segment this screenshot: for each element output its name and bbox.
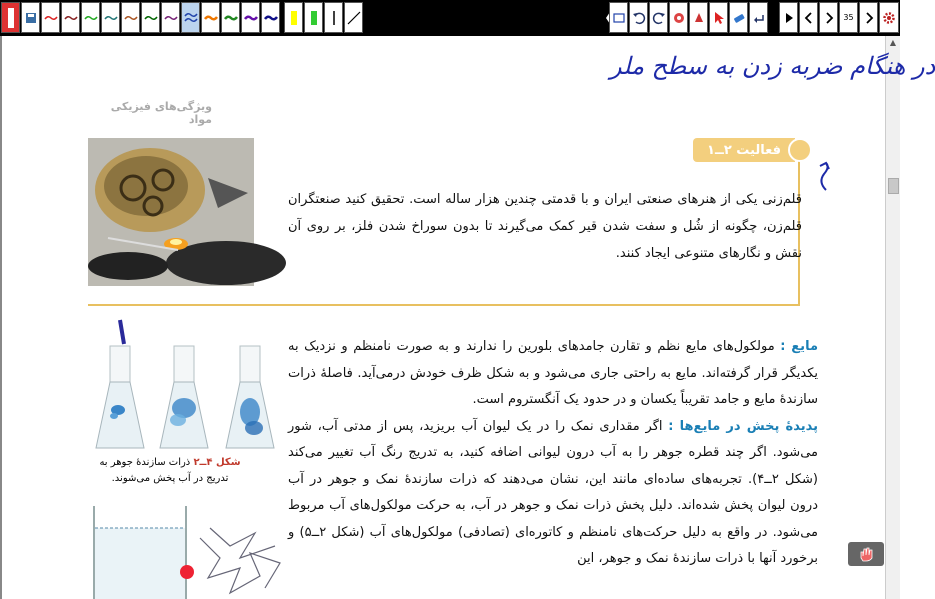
- main-body-text: [288, 334, 818, 573]
- hand-icon: [857, 546, 875, 562]
- activity-text: قلم‌زنی یکی از هنرهای صنعتی ایران و با قدمتی چندین هزار ساله است. تحقیق کنید صنعتگران قلم‌زن، چگونه از شُل و سفت شدن قیر کمک می‌گیرند تا بدون سوراخ شدن فلز، بر روی آن نقش و نگارهای متنوعی ایجاد کنند.: [288, 192, 802, 261]
- handwritten-arrow-icon: [816, 162, 836, 192]
- marker-green-icon[interactable]: [221, 2, 240, 33]
- select-box-icon[interactable]: [609, 2, 628, 33]
- figure-caption-text: ذرات سازندۀ جوهر به تدریج در آب پخش می‌شوند.: [99, 457, 229, 484]
- undo-icon[interactable]: [629, 2, 648, 33]
- redo-icon[interactable]: [649, 2, 668, 33]
- previous-page-icon[interactable]: [819, 2, 838, 33]
- marker-navy-icon[interactable]: [261, 2, 280, 33]
- activity-dot-icon: [788, 138, 812, 162]
- page-number-field[interactable]: 35: [839, 2, 858, 33]
- close-icon[interactable]: [1, 2, 20, 33]
- scroll-thumb[interactable]: [888, 178, 899, 194]
- liquid-text: مولکول‌های مایع نظم و تقارن جامدهای بلورین را ندارند و به صورت نامنظم و نزدیک به یکدیگر قرار گرفته‌اند. مایع به راحتی جاری می‌شود و به شکل ظرف خودش درمی‌آید. فاصلۀ ذرات سازندۀ مایع و جامد تقریباً یکسان و در حدود یک آنگستروم است.: [288, 339, 818, 407]
- activity-title: فعالیت ۲ــ۱: [693, 138, 795, 162]
- last-page-icon[interactable]: [859, 2, 878, 33]
- diffusion-text: اگر مقداری نمک را در یک لیوان آب بریزید، پس از مدتی آب، شور می‌شود. اگر چند قطره جوهر را به آب درون لیوانی اضافه کنید، به تدریج رنگ آب تغییر می‌کند (شکل ۲ــ۴). تجربه‌های ساده‌ای مانند این، نشان می‌دهند که ذرات سازندۀ نمک و جوهر در آب درون لیوان پخش شده‌اند. دلیل پخش ذرات نمک و جوهر در آب، به حرکت مولکول‌های آب مربوط می‌شود. در واقع به دلیل حرکت‌های نامنظم و کاتوره‌ای (تصادفی) مولکول‌های آب (شکل ۲ــ۵) و برخورد آنها با ذرات سازندۀ نمک و جوهر، این: [288, 418, 819, 566]
- water-molecules-figure: [90, 498, 290, 599]
- line-tool-icon[interactable]: [324, 2, 343, 33]
- liquid-term: مایع :: [780, 339, 818, 354]
- pen-teal-icon[interactable]: [101, 2, 120, 33]
- marker-orange-icon[interactable]: [201, 2, 220, 33]
- play-icon[interactable]: [779, 2, 798, 33]
- marker-purple-icon[interactable]: [241, 2, 260, 33]
- diagonal-line-icon[interactable]: [344, 2, 363, 33]
- figure-label: شکل ۴ــ۲: [193, 457, 241, 468]
- hand-tool-button[interactable]: [848, 542, 884, 566]
- pen-darkgreen-icon[interactable]: [141, 2, 160, 33]
- pen-purple-icon[interactable]: [161, 2, 180, 33]
- return-icon[interactable]: [749, 2, 768, 33]
- pen-blue-icon[interactable]: [181, 2, 200, 33]
- vertical-scrollbar[interactable]: [885, 36, 900, 599]
- next-page-icon[interactable]: [799, 2, 818, 33]
- pointer-icon[interactable]: [709, 2, 728, 33]
- scroll-up-icon[interactable]: ▲: [889, 38, 897, 47]
- settings-gear-icon[interactable]: [879, 2, 899, 33]
- save-icon[interactable]: [21, 2, 40, 33]
- pen-green-icon[interactable]: [81, 2, 100, 33]
- pen-red-icon[interactable]: [41, 2, 60, 33]
- stamp-icon[interactable]: [689, 2, 708, 33]
- section-heading: ویژگی‌های فیزیکی مواد: [110, 100, 212, 126]
- figure-caption: [88, 455, 252, 487]
- eraser-icon[interactable]: [669, 2, 688, 33]
- pen-maroon-icon[interactable]: [61, 2, 80, 33]
- highlighter-yellow-icon[interactable]: [284, 2, 303, 33]
- diffusion-term: پدیدۀ پخش در مایع‌ها :: [668, 418, 818, 434]
- clear-ink-icon[interactable]: [729, 2, 748, 33]
- handwritten-annotation: در هنگام ضربه زدن به سطح ملر: [610, 52, 935, 80]
- highlighter-green-icon[interactable]: [304, 2, 323, 33]
- pen-brown-icon[interactable]: [121, 2, 140, 33]
- ink-flasks-figure: [94, 320, 286, 452]
- toolbar: [0, 0, 900, 36]
